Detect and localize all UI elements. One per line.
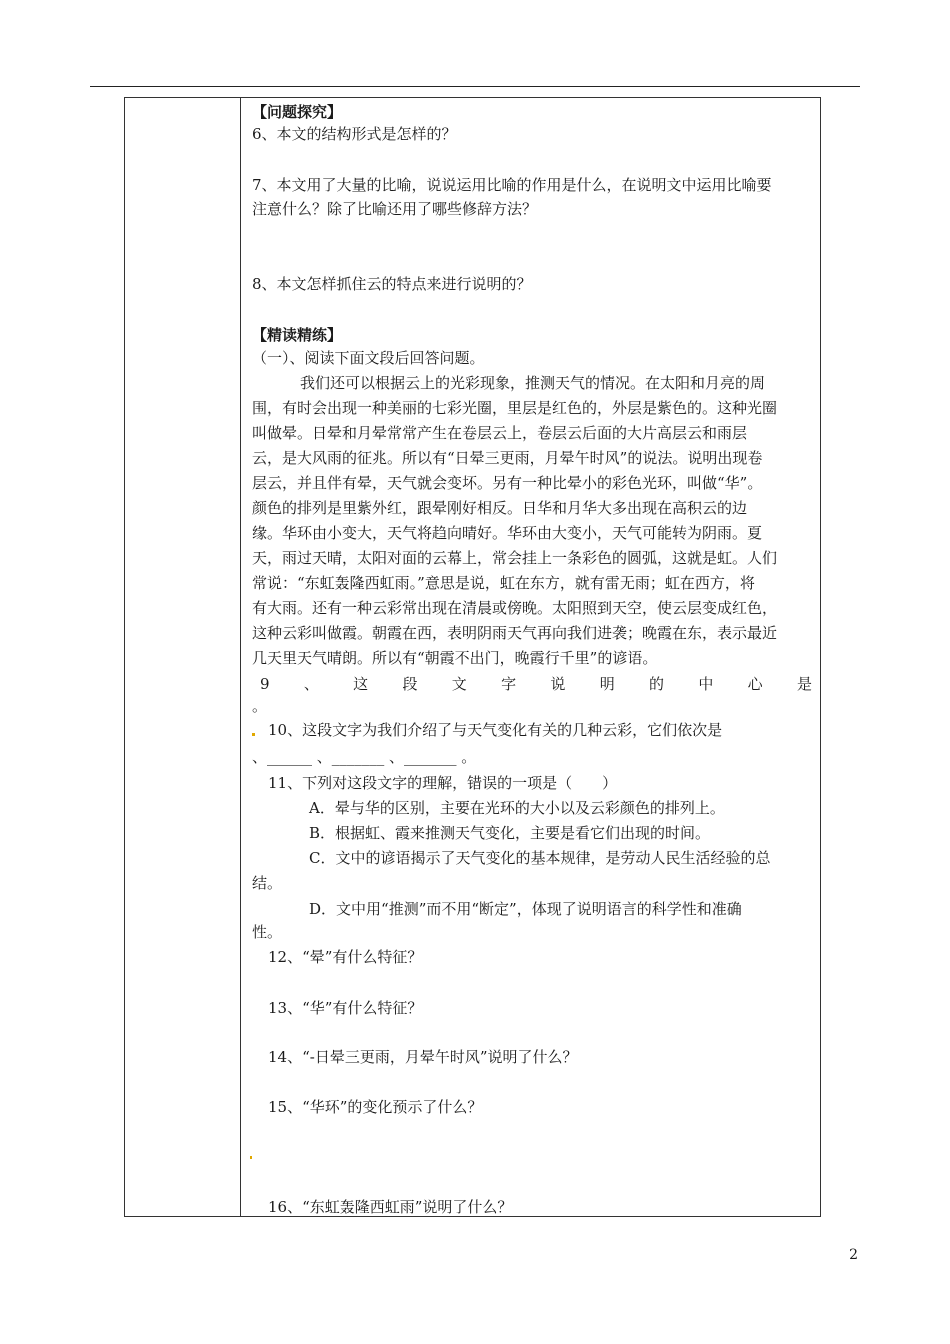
passage-line: 有大雨。还有一种云彩常出现在清晨或傍晚。太阳照到天空，使云层变成红色， (252, 599, 778, 617)
option-c-line1: C．文中的谚语揭示了天气变化的基本规律，是劳动人民生活经验的总 (309, 849, 771, 867)
passage-line: 颜色的排列是里紫外红，跟晕刚好相反。日华和月华大多出现在高积云的边 (252, 499, 748, 517)
yellow-mark (252, 733, 255, 736)
passage-line: 我们还可以根据云上的光彩现象，推测天气的情况。在太阳和月亮的周 (300, 374, 766, 392)
passage-line: 常说：“东虹轰隆西虹雨。”意思是说，虹在东方，就有雷无雨；虹在西方，将 (252, 574, 755, 592)
reading-intro: （一）、阅读下面文段后回答问题。 (252, 349, 485, 367)
header-rule (90, 86, 860, 87)
option-d-line2: 性。 (252, 923, 283, 941)
q9-char: 中 (698, 675, 714, 693)
table-column-divider (240, 97, 241, 1217)
passage-line: 几天里天气晴朗。所以有“朝霞不出门，晚霞行千里”的谚语。 (252, 649, 658, 667)
question-9 (260, 674, 812, 694)
question-8: 8、本文怎样抓住云的特点来进行说明的？ (252, 275, 532, 293)
page-number: 2 (849, 1247, 858, 1263)
q9-char: 9 (260, 675, 270, 693)
passage-line: 天，雨过天晴，太阳对面的云幕上，常会挂上一条彩色的圆弧，这就是虹。人们 (252, 549, 778, 567)
option-d-line1: D．文中用“推测”而不用“断定”，体现了说明语言的科学性和准确 (309, 900, 742, 918)
question-13: 13、“华”有什么特征？ (268, 999, 423, 1017)
q9-char: 说 (550, 675, 566, 693)
q9-char: 是 (796, 675, 812, 693)
q9-char: 、 (303, 675, 319, 693)
passage-line: 云，是大风雨的征兆。所以有“日晕三更雨，月晕午时风”的说法。说明出现卷 (252, 449, 763, 467)
q9-char: 心 (747, 675, 763, 693)
q9-char: 文 (451, 675, 467, 693)
q9-char: 明 (599, 675, 615, 693)
passage-line: 叫做晕。日晕和月晕常常产生在卷层云上，卷层云后面的大片高层云和雨层 (252, 424, 748, 442)
section-heading-inquiry: 【问题探究】 (252, 103, 343, 121)
q9-char: 字 (501, 675, 517, 693)
yellow-mark (250, 1156, 252, 1159)
option-b: B．根据虹、霞来推测天气变化，主要是看它们出现的时间。 (309, 824, 711, 842)
question-16: 16、“东虹轰隆西虹雨”说明了什么？ (268, 1198, 513, 1216)
q9-char: 的 (649, 675, 665, 693)
question-7-line2: 注意什么？除了比喻还用了哪些修辞方法？ (252, 200, 538, 218)
question-9-end: 。 (252, 697, 268, 715)
section-heading-reading: 【精读精练】 (252, 326, 343, 344)
question-15: 15、“华环”的变化预示了什么？ (268, 1098, 483, 1116)
question-14: 14、“-日晕三更雨，月晕午时风”说明了什么？ (268, 1048, 578, 1066)
passage-line: 这种云彩叫做霞。朝霞在西，表明阴雨天气再向我们进袭；晚霞在东，表示最近 (252, 624, 778, 642)
question-10-line2: 、______ 、_______ 、_______ 。 (252, 748, 477, 766)
question-11: 11、下列对这段文字的理解，错误的一项是（ ） (268, 774, 618, 792)
question-6: 6、本文的结构形式是怎样的？ (252, 125, 457, 143)
question-12: 12、“晕”有什么特征？ (268, 948, 423, 966)
passage-line: 缘。华环由小变大，天气将趋向晴好。华环由大变小，天气可能转为阴雨。夏 (252, 524, 763, 542)
question-7-line1: 7、本文用了大量的比喻，说说运用比喻的作用是什么，在说明文中运用比喻要 (252, 176, 772, 194)
q9-char: 这 (353, 675, 369, 693)
option-a: A．晕与华的区别，主要在光环的大小以及云彩颜色的排列上。 (309, 799, 725, 817)
option-c-line2: 结。 (252, 874, 283, 892)
passage-line: 层云，并且伴有晕，天气就会变坏。另有一种比晕小的彩色光环，叫做“华”。 (252, 474, 763, 492)
question-10-line1: 10、这段文字为我们介绍了与天气变化有关的几种云彩，它们依次是 (268, 721, 723, 739)
q9-char: 段 (402, 675, 418, 693)
passage-line: 围，有时会出现一种美丽的七彩光圈，里层是红色的，外层是紫色的。这种光圈 (252, 399, 778, 417)
